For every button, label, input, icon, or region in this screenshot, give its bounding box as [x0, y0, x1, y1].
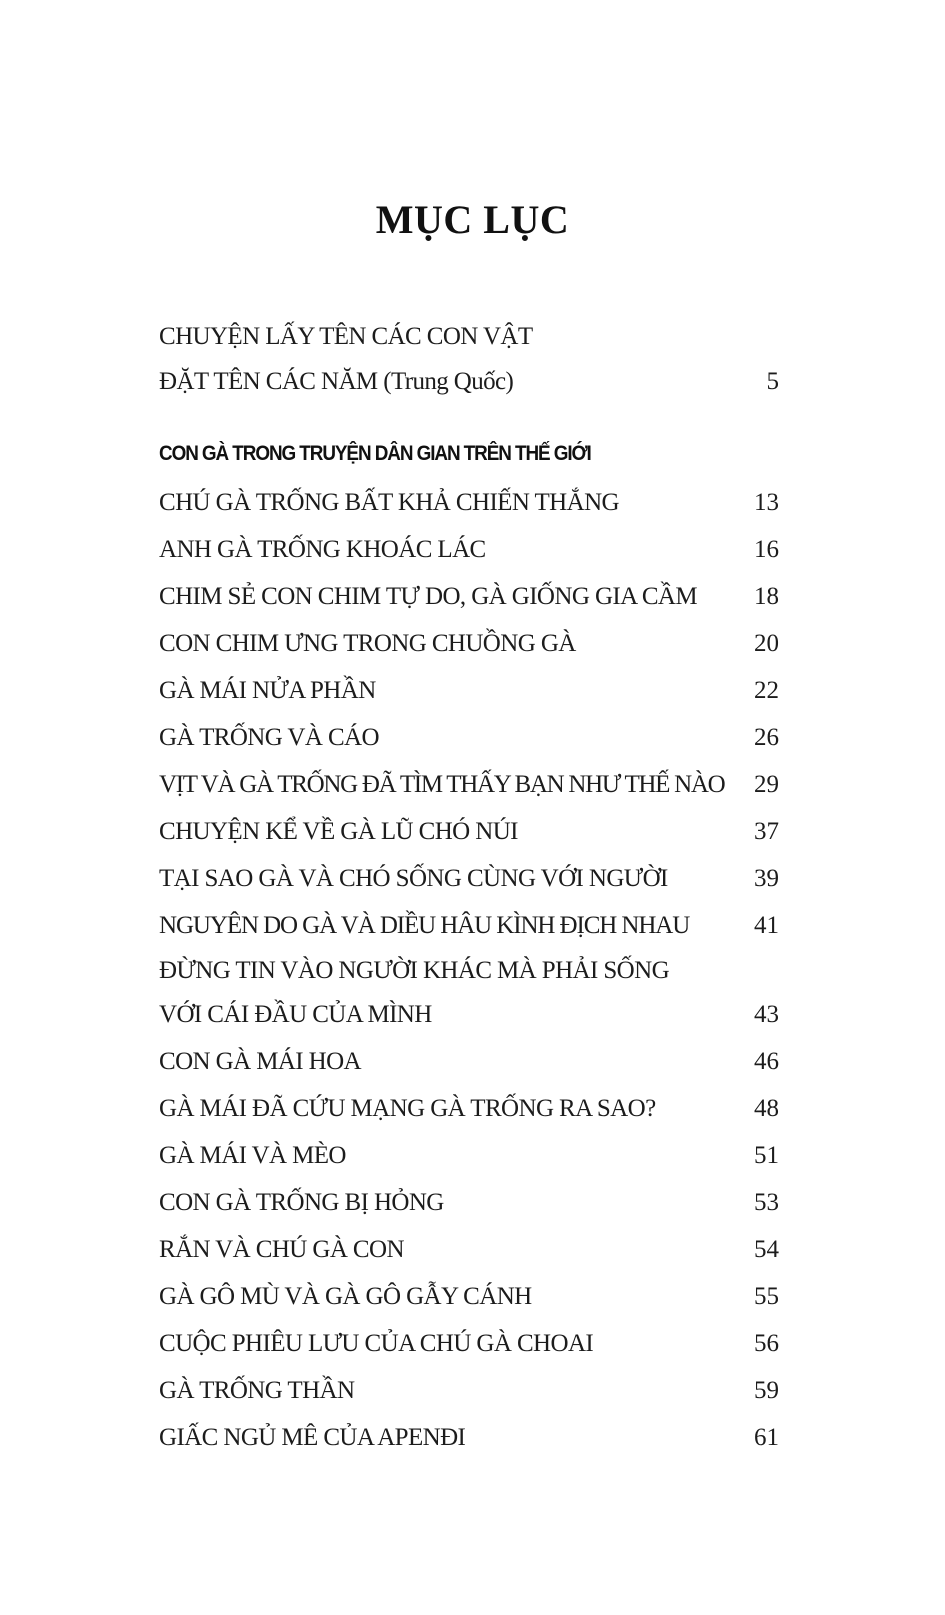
toc-entry-page: 37	[754, 818, 779, 845]
toc-entry-page: 16	[754, 536, 779, 563]
toc-entry-page: 54	[754, 1236, 779, 1263]
toc-entry-page: 18	[754, 583, 779, 610]
toc-entry-title: RẮN VÀ CHÚ GÀ CON	[159, 1236, 404, 1263]
toc-entry-page: 20	[754, 630, 779, 657]
toc-entry-title: GÀ MÁI VÀ MÈO	[159, 1142, 346, 1169]
toc-entry-title: VỊT VÀ GÀ TRỐNG ĐÃ TÌM THẤY BẠN NHƯ THẾ NÀO	[159, 771, 725, 798]
toc-entry-page: 56	[754, 1330, 779, 1357]
toc-entry-title: NGUYÊN DO GÀ VÀ DIỀU HÂU KÌNH ĐỊCH NHAU	[159, 912, 690, 939]
toc-entry-title: CUỘC PHIÊU LƯU CỦA CHÚ GÀ CHOAI	[159, 1330, 594, 1357]
toc-entry-title: GÀ MÁI ĐÃ CỨU MẠNG GÀ TRỐNG RA SAO?	[159, 1095, 656, 1122]
toc-entry-title: GÀ GÔ MÙ VÀ GÀ GÔ GẪY CÁNH	[159, 1283, 532, 1310]
section-heading: CON GÀ TRONG TRUYỆN DÂN GIAN TRÊN THẾ GIỚI	[159, 442, 591, 465]
toc-entry-title: CHÚ GÀ TRỐNG BẤT KHẢ CHIẾN THẮNG	[159, 489, 619, 516]
toc-entry-title: CHUYỆN KỂ VỀ GÀ LŨ CHÓ NÚI	[159, 818, 518, 845]
toc-entry-title: CHUYỆN LẤY TÊN CÁC CON VẬT	[159, 323, 533, 350]
toc-entry-title: TẠI SAO GÀ VÀ CHÓ SỐNG CÙNG VỚI NGƯỜI	[159, 865, 668, 892]
toc-entry-title: ANH GÀ TRỐNG KHOÁC LÁC	[159, 536, 486, 563]
toc-entry-title-continued: ĐẶT TÊN CÁC NĂM (Trung Quốc)	[159, 368, 514, 395]
toc-entry-page: 41	[754, 912, 779, 939]
toc-entry-page: 5	[766, 368, 779, 395]
toc-entry-page: 22	[754, 677, 779, 704]
toc-entry-page: 46	[754, 1048, 779, 1075]
toc-entry-page: 51	[754, 1142, 779, 1169]
toc-entry-title: GÀ TRỐNG THẦN	[159, 1377, 355, 1404]
toc-entry-title: CON GÀ TRỐNG BỊ HỎNG	[159, 1189, 444, 1216]
toc-entry-title: GÀ MÁI NỬA PHẦN	[159, 677, 376, 704]
toc-entry-page: 48	[754, 1095, 779, 1122]
toc-entry-title: CHIM SẺ CON CHIM TỰ DO, GÀ GIỐNG GIA CẦM	[159, 583, 698, 610]
toc-entry-title: ĐỪNG TIN VÀO NGƯỜI KHÁC MÀ PHẢI SỐNG	[159, 957, 670, 984]
toc-entry-title: GÀ TRỐNG VÀ CÁO	[159, 724, 379, 751]
page-title: MỤC LỤC	[375, 197, 570, 242]
toc-entry-page: 13	[754, 489, 779, 516]
toc-entry-page: 43	[754, 1001, 779, 1028]
toc-entry-title: CON CHIM ƯNG TRONG CHUỒNG GÀ	[159, 630, 576, 657]
toc-entry-page: 61	[754, 1424, 779, 1451]
toc-entry-page: 29	[754, 771, 779, 798]
toc-entry-page: 55	[754, 1283, 779, 1310]
toc-entry-title-continued: VỚI CÁI ĐẦU CỦA MÌNH	[159, 1001, 432, 1028]
toc-entry-page: 26	[754, 724, 779, 751]
toc-entry-page: 53	[754, 1189, 779, 1216]
toc-entry-page: 59	[754, 1377, 779, 1404]
toc-entry-title: GIẤC NGỦ MÊ CỦA APENĐI	[159, 1424, 466, 1451]
toc-entry-page: 39	[754, 865, 779, 892]
toc-entry-title: CON GÀ MÁI HOA	[159, 1048, 362, 1075]
